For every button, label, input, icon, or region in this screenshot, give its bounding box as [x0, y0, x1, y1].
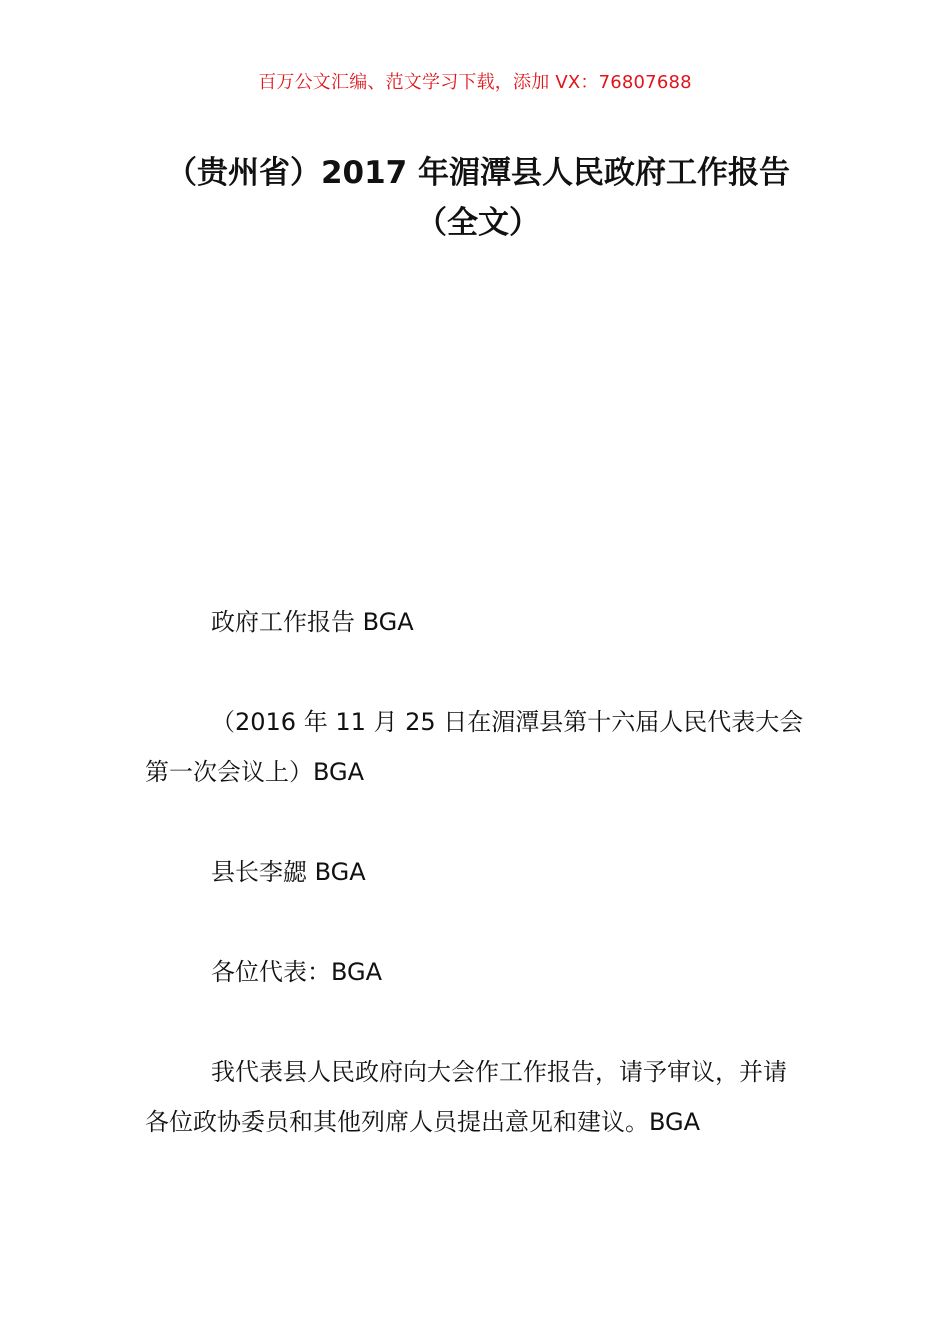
header-note: 百万公文汇编、范文学习下载，添加 VX：76807688 — [258, 72, 692, 93]
paragraph-salutation: 各位代表：BGA — [211, 958, 383, 986]
paragraph-speaker: 县长李勰 BGA — [211, 858, 366, 886]
document-title: （贵州省）2017 年湄潭县人民政府工作报告（全文） — [165, 155, 791, 241]
paragraph-meeting-date: （2016 年 11 月 25 日在湄潭县第十六届人民代表大会第一次会议上）BGA — [145, 708, 804, 786]
paragraph-report-label: 政府工作报告 BGA — [211, 608, 414, 636]
paragraph-opening: 我代表县人民政府向大会作工作报告，请予审议，并请各位政协委员和其他列席人员提出意见和建议。BGA — [145, 1058, 787, 1136]
